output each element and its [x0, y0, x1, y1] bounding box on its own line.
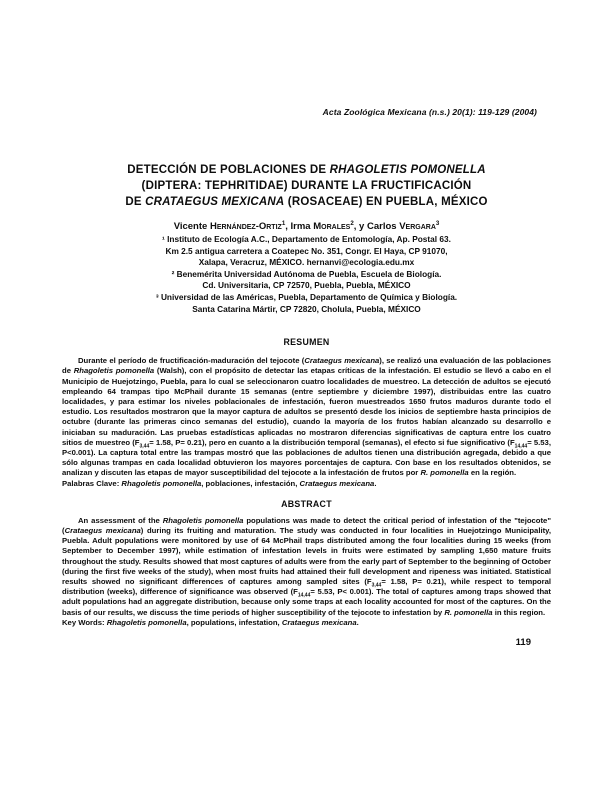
page-number: 119: [515, 637, 531, 649]
resumen-paragraph: Durante el período de fructificación-maduración del tejocote (Crataegus mexicana), se realizó una evaluación de las poblaciones de Rhagoletis pomonella (Walsh), con el propósito de detectar las etapas críticas de la infestación. El estudio se llevó a cabo en el Municipio de Huejotzingo, Puebla, para lo cual se seleccionaron cuatro localidades de muestreo. La detección de adultos se ejecutó empleando 64 trampas tipo McPhail durante 15 semanas (entre septiembre y diciembre 1997), distribuidas entre las cuatro localidades, y para estimar los niveles poblacionales de infestación, fueron muestreados 1650 frutos maduros durante todo el estudio. Los resultados mostraron que la mayor captura de adultos se presentó desde los inicios de septiembre hasta principios de octubre (durante las primeras cinco semanas del estudio), cuando la mayoría de los frutos habían alcanzado su desarrollo e iniciaban su maduración. Las pruebas estadísticas aplicadas no mostraron diferencias significativas de captura entre los cuatro sitios de muestreo ($F_{3,44}= 1.58$, P= 0.21), pero en cuanto a la distribución temporal (semanas), el efecto si fue significativo ($F_{14,44}= 5.53$, P<0.001). La captura total entre las trampas mostró que las poblaciones de adultos tienen una distribución agregada, debido a que sólo algunas trampas en cada localidad obtuvieron los mayores porcentajes de captura. Con base en los resultados obtenidos, se analizan y discuten las etapas de mayor susceptibilidad del tejocote a la infestación de frutos por R. pomonella en la región.: [62, 356, 552, 478]
affiliations-block: ¹ Instituto de Ecología A.C., Departamento de Entomología, Ap. Postal 63. Km 2.5 antigua carretera a Coatepec No. 351, Congr. El Haya, CP 91070, Xalapa, Veracruz, MÉXICO. hernanvi@ecologia.edu.mx ² Benemérita Universidad Autónoma de Puebla, Escuela de Biología. Cd. Universitaria, CP 72570, Puebla, Puebla, MÉXICO ³ Universidad de las Américas, Puebla, Departamento de Química y Biología. Santa Catarina Mártir, CP 72820, Cholula, Puebla, MÉXICO: [155, 234, 458, 314]
page-content: [62, 106, 551, 648]
paper-title: DETECCIÓN DE POBLACIONES DE RHAGOLETIS POMONELLA (DIPTERA: TEPHRITIDAE) DURANTE LA FRUCTIFICACIÓN DE CRATAEGUS MEXICANA (ROSACEAE) EN PUEBLA, MÉXICO: [125, 164, 488, 208]
authors-line: Vicente Hernández-Ortiz$^1$, Irma Morales$^2$, y Carlos Vergara$^3$: [173, 219, 440, 232]
journal-header: Acta Zoológica Mexicana (n.s.) 20(1): 119-129 (2004): [322, 107, 537, 117]
resumen-heading: RESUMEN: [283, 337, 330, 348]
resumen-keywords: Palabras Clave: Rhagoletis pomonella, poblaciones, infestación, Crataegus mexicana.: [62, 478, 377, 488]
abstract-heading: ABSTRACT: [281, 498, 332, 509]
abstract-paragraph: An assessment of the Rhagoletis pomonella populations was made to detect the critical period of infestation of the "tejocote" (Crataegus mexicana) during its fruiting and maturation. The study was conducted in four localities in Huejotzingo Municipality, Puebla. Adult populations were monitored by use of 64 McPhail traps distributed among the four localities during 15 weeks (from September to December 1997), while estimation of infestation levels in fruits were estimated by sampling 1,650 mature fruits throughout the study. Results showed that most captures of adults were from the early part of September to the beginning of October (during the first five weeks of the study), when most fruits had attained their full development and ripeness was initiated. Statistical results showed no significant differences of captures among sampled sites ($F_{3,44}= 1.58$, P= 0.21), while respect to temporal distribution (weeks), difference of significance was observed ($F_{14,44}= 5.53$, P< 0.001). The total of captures among traps showed that adult populations had an aggregate distribution, because only some traps at each locality accounted for most of the captures. On the basis of our results, we discuss the time periods of higher susceptibility of the tejocote to infestation by R. pomonella in this region.: [62, 515, 552, 617]
abstract-keywords: Key Words: Rhagoletis pomonella, populations, infestation, Crataegus mexicana.: [62, 617, 359, 627]
